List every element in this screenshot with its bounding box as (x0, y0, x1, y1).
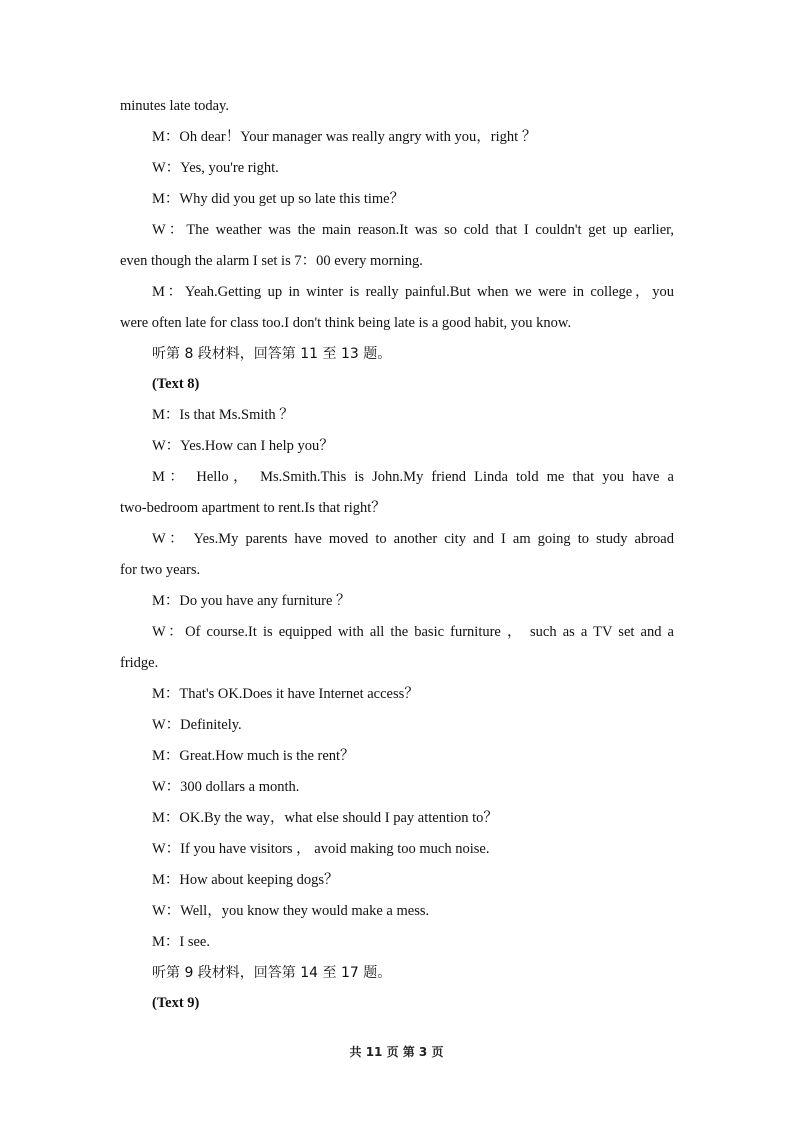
dialogue-line: M：OK.By the way，what else should I pay attention to？ (152, 810, 498, 826)
dialogue-line-continued: were often late for class too.I don't think being late is a good habit, you know. (120, 315, 572, 331)
page-number-label: 共 11 页 第 3 页 (349, 1045, 444, 1059)
dialogue-line-continued: two-bedroom apartment to rent.Is that right？ (120, 500, 386, 516)
section-instruction: 听第 8 段材料，回答第 11 至 13 题。 (152, 346, 392, 362)
document-body (120, 96, 674, 1024)
dialogue-line: M：That's OK.Does it have Internet access？ (152, 686, 419, 702)
dialogue-line: W：Yes, you're right. (152, 160, 279, 176)
dialogue-line: M：Why did you get up so late this time？ (152, 191, 405, 207)
dialogue-line: M：Is that Ms.Smith ？ (152, 407, 294, 423)
page-footer (0, 1043, 793, 1060)
dialogue-line-continued: fridge. (120, 655, 159, 671)
dialogue-line: M：Yeah.Getting up in winter is really painful.But when we were in college，you (152, 284, 674, 300)
dialogue-line-continued: for two years. (120, 562, 201, 578)
dialogue-line: M：How about keeping dogs？ (152, 872, 339, 888)
dialogue-paragraph (120, 467, 674, 518)
dialogue-line: W：Definitely. (152, 717, 242, 733)
dialogue-paragraph (120, 622, 674, 673)
dialogue-line: W：If you have visitors ， avoid making too much noise. (152, 841, 490, 857)
dialogue-line: W：The weather was the main reason.It was so cold that I couldn't get up earlier, (152, 222, 674, 238)
dialogue-paragraph (120, 220, 674, 271)
dialogue-paragraph (120, 529, 674, 580)
dialogue-line-continued: even though the alarm I set is 7：00 every morning. (120, 253, 423, 269)
dialogue-line: M：Do you have any furniture ？ (152, 593, 351, 609)
dialogue-paragraph (120, 282, 674, 333)
text-line: minutes late today. (120, 98, 229, 114)
dialogue-line: W：300 dollars a month. (152, 779, 300, 795)
dialogue-line: W：Yes.How can I help you？ (152, 438, 334, 454)
dialogue-line: W：Well，you know they would make a mess. (152, 903, 430, 919)
dialogue-line: W： Yes.My parents have moved to another city and I am going to study abroad (152, 531, 674, 547)
dialogue-line: M：I see. (152, 934, 210, 950)
section-instruction: 听第 9 段材料，回答第 14 至 17 题。 (152, 965, 392, 981)
section-title: (Text 8) (152, 376, 200, 392)
dialogue-line: W：Of course.It is equipped with all the basic furniture ， such as a TV set and a (152, 624, 674, 640)
dialogue-line: M：Great.How much is the rent？ (152, 748, 355, 764)
dialogue-line: M： Hello， Ms.Smith.This is John.My friend Linda told me that you have a (152, 469, 674, 485)
section-title: (Text 9) (152, 995, 200, 1011)
dialogue-line: M：Oh dear！Your manager was really angry with you，right ？ (152, 129, 537, 145)
